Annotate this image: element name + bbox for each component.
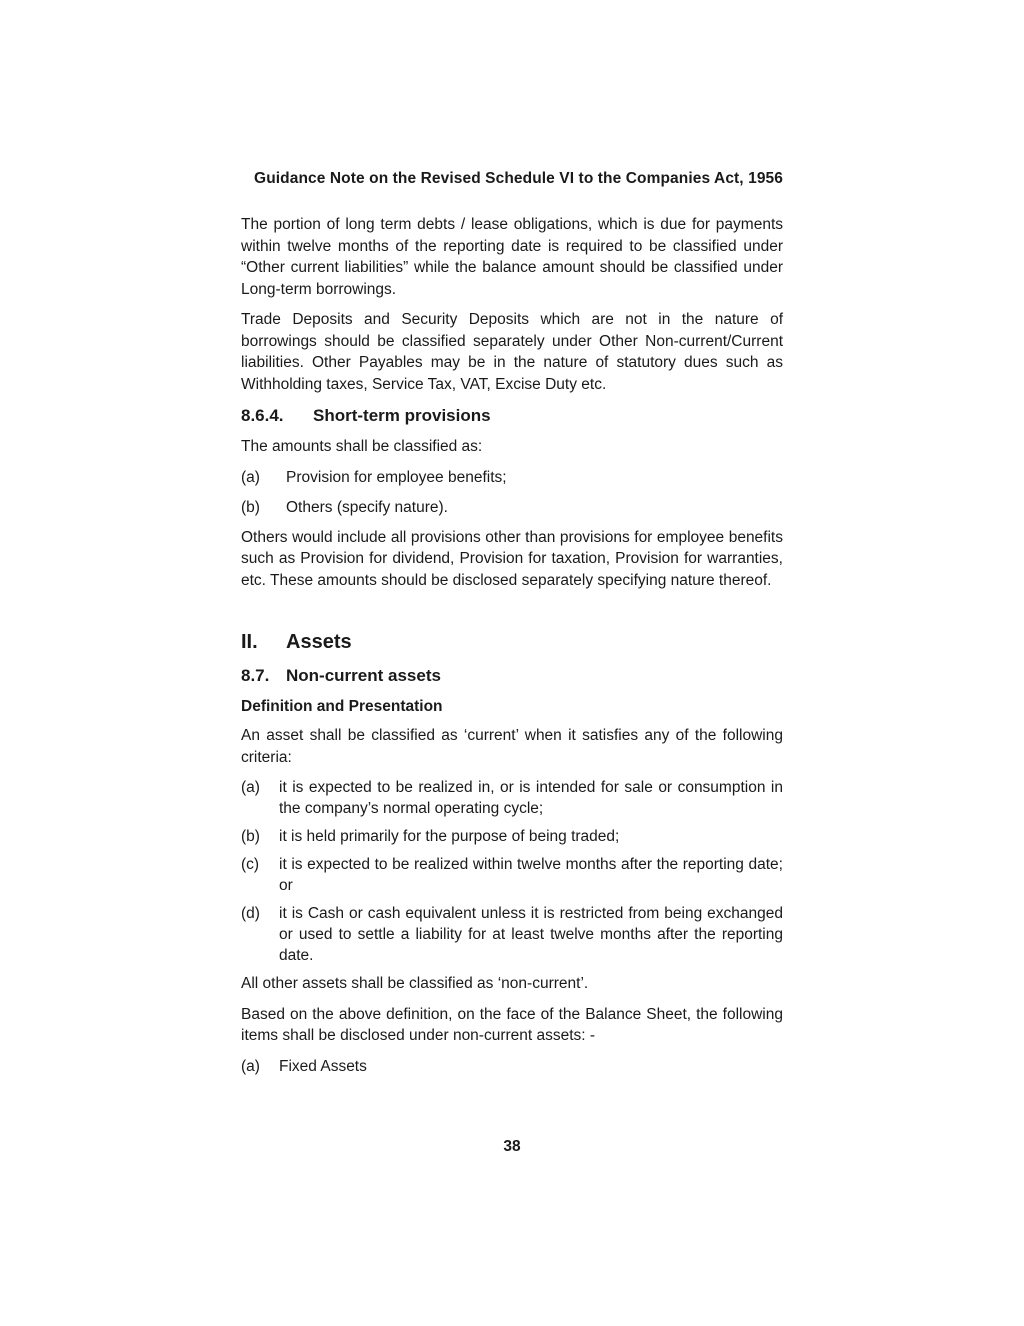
list-text: it is expected to be realized in, or is intended for sale or consumption in the company’s normal operating cycle; (279, 779, 783, 817)
list-marker: (a) (241, 468, 260, 486)
document-page (241, 170, 783, 1084)
section-title: Non-current assets (286, 666, 441, 685)
part-title: Assets (286, 631, 352, 653)
list-item (241, 497, 783, 518)
list-text: Provision for employee benefits; (286, 468, 507, 486)
list-marker: (a) (241, 1057, 260, 1075)
part-number: II. (241, 631, 258, 653)
paragraph-long-term-debts: The portion of long term debts / lease obligations, which is due for payments within twelve months of the reporting date is required to be classified under “Other current liabilities” while the balance amount should be classified under Long-term borrowings. (241, 216, 783, 298)
list-marker: (b) (241, 828, 260, 845)
section-heading-8-7 (241, 665, 783, 687)
list-item (241, 854, 783, 896)
section-number: 8.7. (241, 666, 270, 685)
paragraph-amounts-classified: The amounts shall be classified as: (241, 438, 483, 455)
list-text: Others (specify nature). (286, 498, 448, 516)
list-marker: (b) (241, 498, 260, 516)
page-number: 38 (503, 1138, 521, 1155)
paragraph-trade-deposits: Trade Deposits and Security Deposits which are not in the nature of borrowings should be classified separately under Other Non-current/Current liabilities. Other Payables may be in the nature of statutory dues such as Withholding taxes, Service Tax, VAT, Excise Duty etc. (241, 311, 783, 393)
list-marker: (d) (241, 905, 260, 922)
subheading-definition: Definition and Presentation (241, 698, 443, 715)
section-number: 8.6.4. (241, 406, 284, 425)
list-marker: (c) (241, 856, 260, 873)
paragraph-non-current: All other assets shall be classified as ‘non-current’. (241, 975, 589, 992)
list-text: it is expected to be realized within twelve months after the reporting date; or (279, 856, 783, 894)
list-text: it is held primarily for the purpose of being traded; (279, 828, 620, 845)
list-item (241, 826, 783, 847)
list-text: it is Cash or cash equivalent unless it is restricted from being exchanged or used to settle a liability for at least twelve months after the reporting date. (279, 905, 783, 964)
paragraph-current-criteria: An asset shall be classified as ‘current’ when it satisfies any of the following criteria: (241, 727, 783, 766)
part-heading-assets (241, 629, 783, 655)
list-item (241, 777, 783, 819)
list-item (241, 903, 783, 966)
list-item (241, 1056, 783, 1077)
section-heading-8-6-4 (241, 405, 783, 427)
list-marker: (a) (241, 779, 260, 796)
paragraph-others-include: Others would include all provisions other than provisions for employee benefits such as Provision for dividend, Provision for taxation, Provision for warranties, etc. These amounts should be disclosed separately specifying nature thereof. (241, 528, 783, 589)
section-title: Short-term provisions (313, 406, 491, 425)
list-item (241, 467, 783, 488)
list-text: Fixed Assets (279, 1057, 367, 1075)
running-header: Guidance Note on the Revised Schedule VI to the Companies Act, 1956 (254, 170, 783, 187)
paragraph-balance-sheet: Based on the above definition, on the face of the Balance Sheet, the following items shall be disclosed under non-current assets: - (241, 1005, 783, 1044)
